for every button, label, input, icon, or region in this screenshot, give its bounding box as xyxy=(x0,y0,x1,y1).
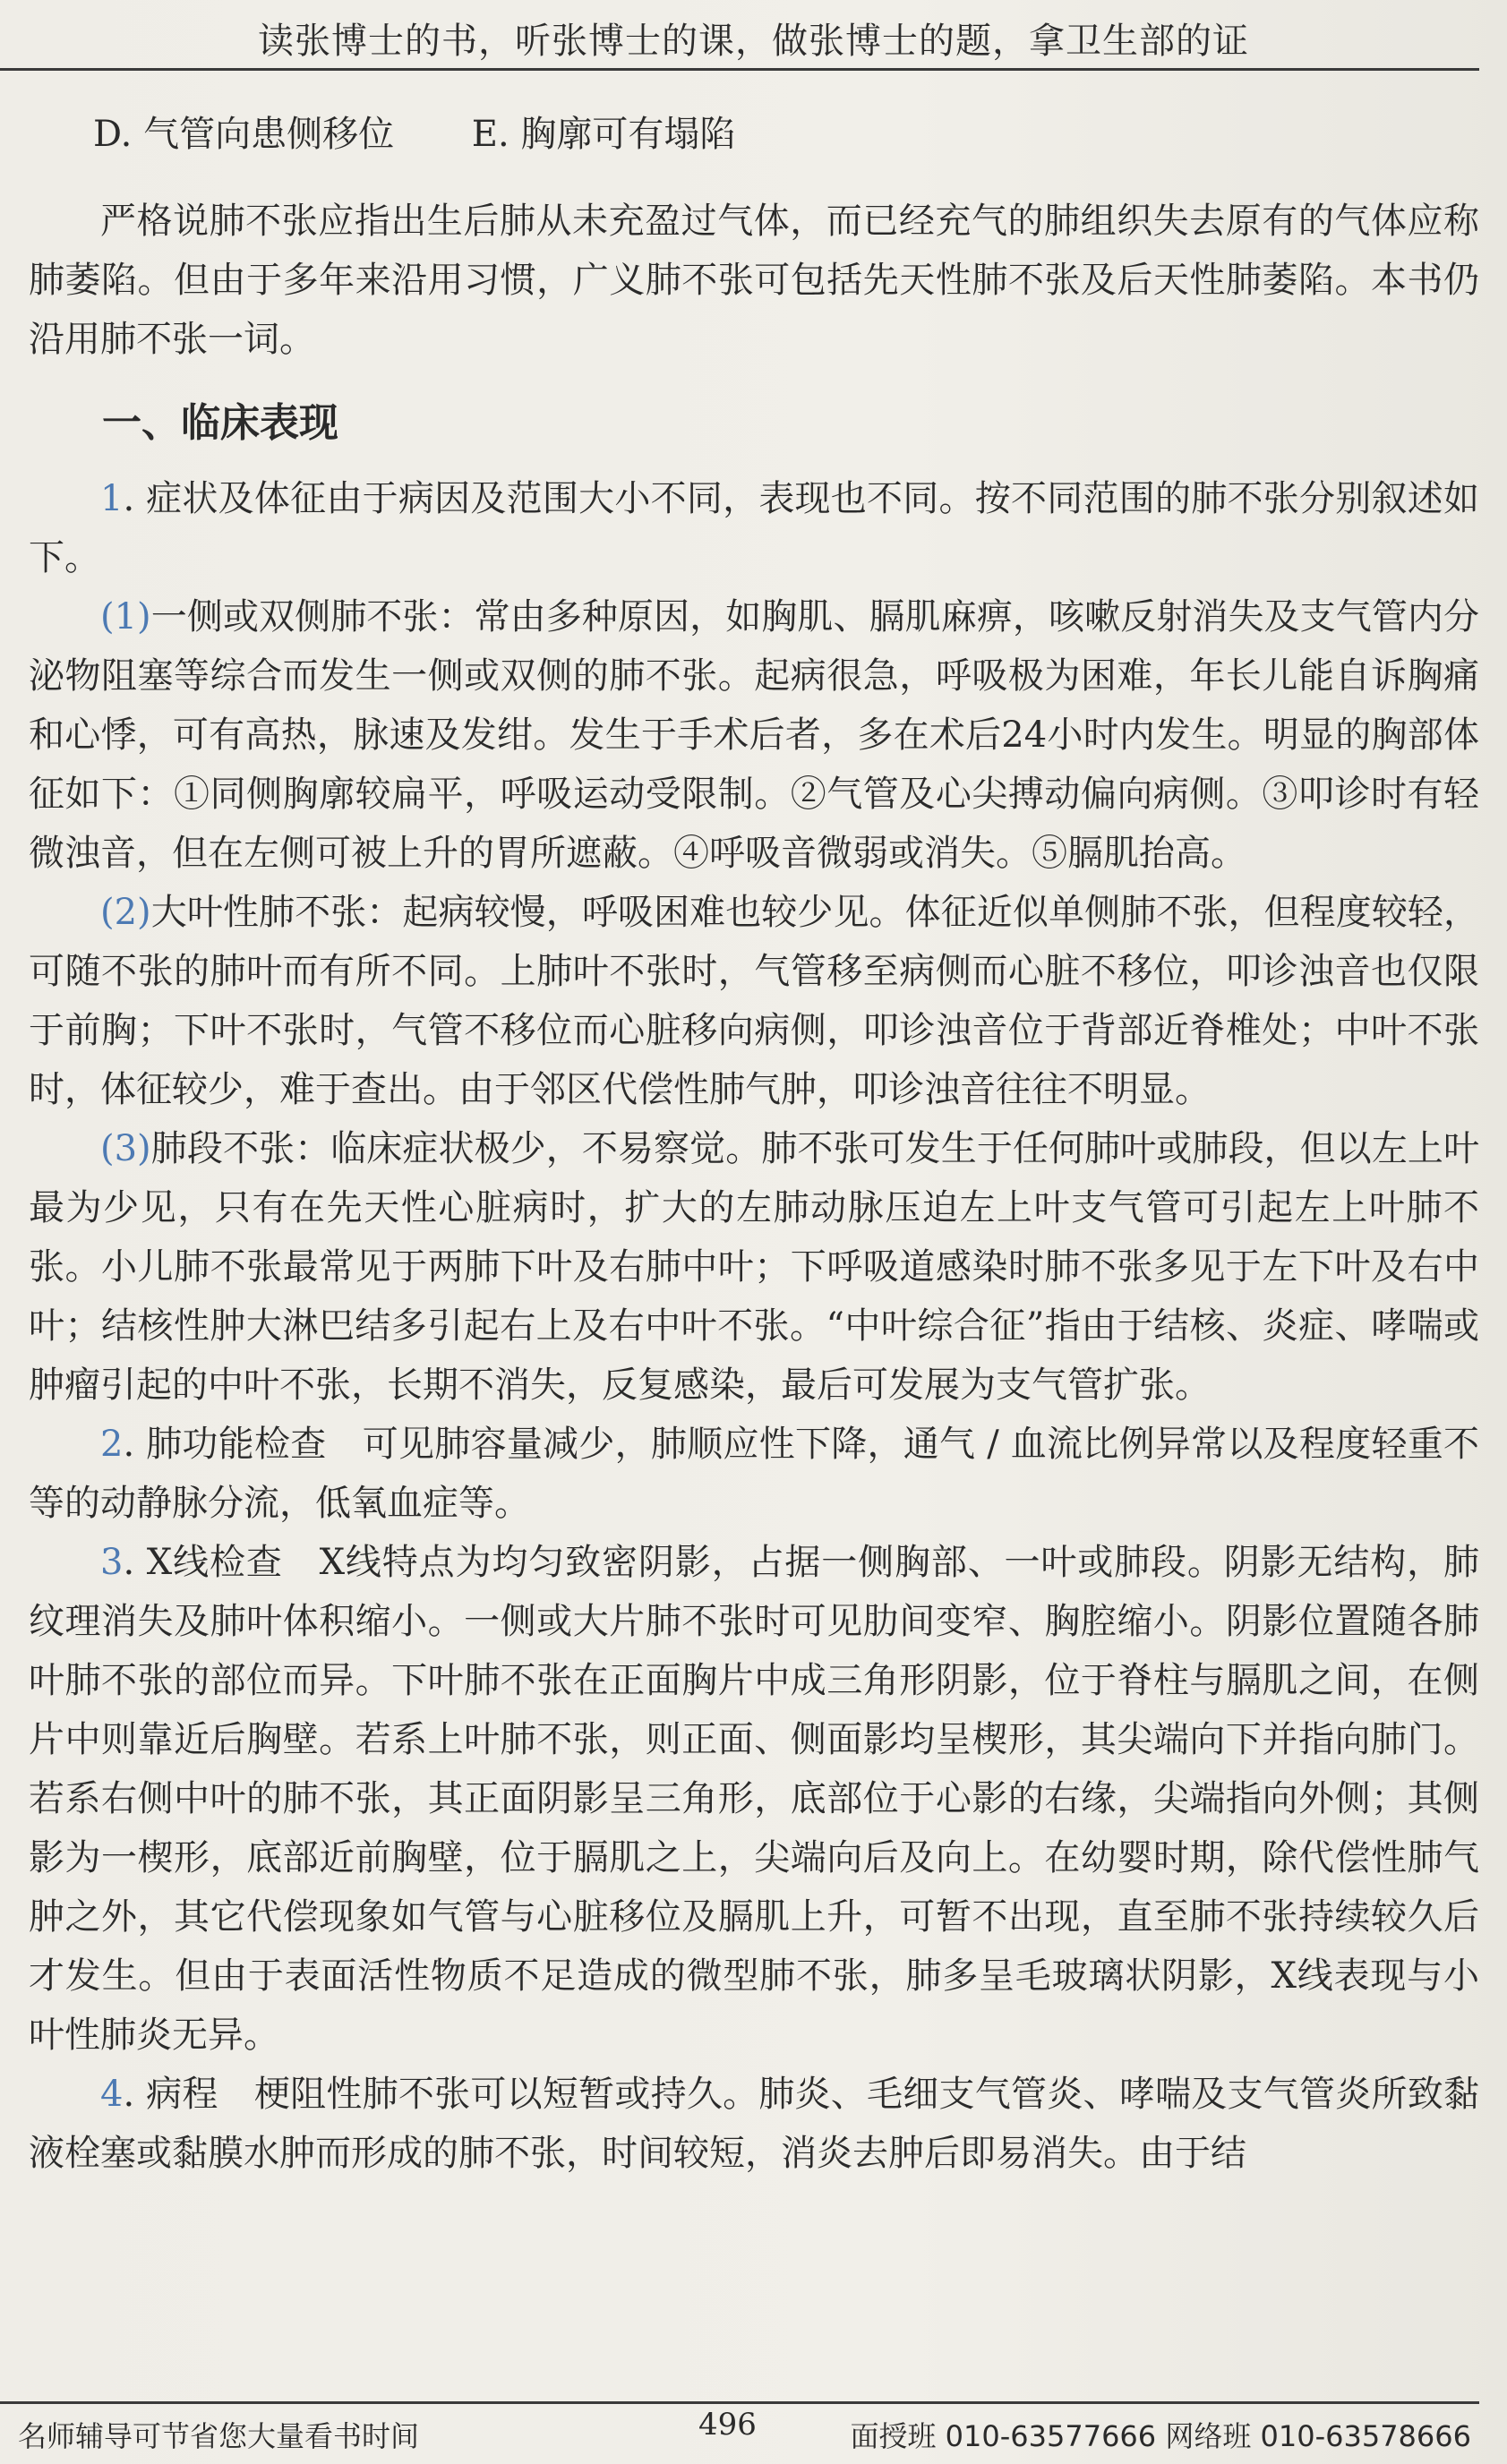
footer-contact: 面授班 010-63577666 网络班 010-63578666 xyxy=(850,2419,1471,2453)
option-d: D. 气管向患侧移位 xyxy=(93,114,395,155)
paragraph-text: . 病程 梗阻性肺不张可以短暂或持久。肺炎、毛细支气管炎、哮喘及支气管炎所致黏液栓塞或黏膜水肿而形成的肺不张，时间较短，消炎去肿后即易消失。由于结 xyxy=(29,2074,1479,2174)
item-number: (3) xyxy=(100,1128,151,1169)
paragraph-course xyxy=(29,2065,1479,2183)
paragraph-xray xyxy=(29,1533,1479,2065)
paragraph-text: . 肺功能检查 可见肺容量减少，肺顺应性下降，通气 / 血流比例异常以及程度轻重不等的动静脉分流，低氧血症等。 xyxy=(29,1424,1479,1524)
item-number: 3 xyxy=(100,1542,124,1583)
page-content xyxy=(29,113,1479,2183)
section-heading: 一、临床表现 xyxy=(102,400,338,446)
paragraph-symptoms xyxy=(29,469,1479,587)
paragraph-segmental xyxy=(29,1119,1479,1415)
paragraph-text: . 症状及体征由于病因及范围大小不同，表现也不同。按不同范围的肺不张分别叙述如下。 xyxy=(29,478,1479,578)
paragraph-text: 一侧或双侧肺不张：常由多种原因，如胸肌、膈肌麻痹，咳嗽反射消失及支气管内分泌物阻塞等综合而发生一侧或双侧的肺不张。起病很急，呼吸极为困难，年长儿能自诉胸痛和心悸，可有高热，脉速及发绀。发生于手术后者，多在术后24小时内发生。明显的胸部体征如下：①同侧胸廓较扁平，呼吸运动受限制。②气管及心尖搏动偏向病侧。③叩诊时有轻微浊音，但在左侧可被上升的胃所遮蔽。④呼吸音微弱或消失。⑤膈肌抬高。 xyxy=(29,596,1479,874)
page-number: 496 xyxy=(698,2407,757,2443)
paragraph-text: 肺段不张：临床症状极少，不易察觉。肺不张可发生于任何肺叶或肺段，但以左上叶最为少见，只有在先天性心脏病时，扩大的左肺动脉压迫左上叶支气管可引起左上叶肺不张。小儿肺不张最常见于两肺下叶及右肺中叶；下呼吸道感染时肺不张多见于左下叶及右中叶；结核性肿大淋巴结多引起右上及右中叶不张。“中叶综合征”指由于结核、炎症、哮喘或肿瘤引起的中叶不张，长期不消失，反复感染，最后可发展为支气管扩张。 xyxy=(29,1128,1479,1406)
intro-paragraph: 严格说肺不张应指出生后肺从未充盈过气体，而已经充气的肺组织失去原有的气体应称肺萎陷。但由于多年来沿用习惯，广义肺不张可包括先天性肺不张及后天性肺萎陷。本书仍沿用肺不张一词。 xyxy=(29,201,1479,360)
header-rule xyxy=(0,68,1479,71)
paragraph-lobar xyxy=(29,883,1479,1119)
paragraph-text: 大叶性肺不张：起病较慢，呼吸困难也较少见。体征近似单侧肺不张，但程度较轻，可随不张的肺叶而有所不同。上肺叶不张时，气管移至病侧而心脏不移位，叩诊浊音也仅限于前胸；下叶不张时，气管不移位而心脏移向病侧，叩诊浊音位于背部近脊椎处；中叶不张时，体征较少，难于查出。由于邻区代偿性肺气肿，叩诊浊音往往不明显。 xyxy=(29,892,1479,1110)
footer-slogan: 名师辅导可节省您大量看书时间 xyxy=(18,2419,420,2453)
page-footer xyxy=(0,2401,1507,2464)
running-header xyxy=(0,0,1507,70)
paragraph-unilateral xyxy=(29,587,1479,883)
item-number: 1 xyxy=(100,478,124,519)
item-number: 2 xyxy=(100,1424,124,1465)
paragraph-text: . X线检查 X线特点为均匀致密阴影，占据一侧胸部、一叶或肺段。阴影无结构，肺纹理消失及肺叶体积缩小。一侧或大片肺不张时可见肋间变窄、胸腔缩小。阴影位置随各肺叶肺不张的部位而异。下叶肺不张在正面胸片中成三角形阴影，位于脊柱与膈肌之间，在侧片中则靠近后胸壁。若系上叶肺不张，则正面、侧面影均呈楔形，其尖端向下并指向肺门。若系右侧中叶的肺不张，其正面阴影呈三角形，底部位于心影的右缘，尖端指向外侧；其侧影为一楔形，底部近前胸壁，位于膈肌之上，尖端向后及向上。在幼婴时期，除代偿性肺气肿之外，其它代偿现象如气管与心脏移位及膈肌上升，可暂不出现，直至肺不张持续较久后才发生。但由于表面活性物质不足造成的微型肺不张，肺多呈毛玻璃状阴影，X线表现与小叶性肺炎无异。 xyxy=(29,1542,1479,2056)
footer-rule xyxy=(0,2401,1479,2404)
item-number: (1) xyxy=(100,596,151,637)
option-e: E. 胸廓可有塌陷 xyxy=(471,114,736,155)
answer-options xyxy=(93,113,1479,156)
header-title: 读张博士的书，听张博士的课，做张博士的题，拿卫生部的证 xyxy=(258,21,1249,62)
item-number: 4 xyxy=(100,2074,124,2115)
paragraph-lung-function xyxy=(29,1415,1479,1533)
item-number: (2) xyxy=(100,892,151,933)
